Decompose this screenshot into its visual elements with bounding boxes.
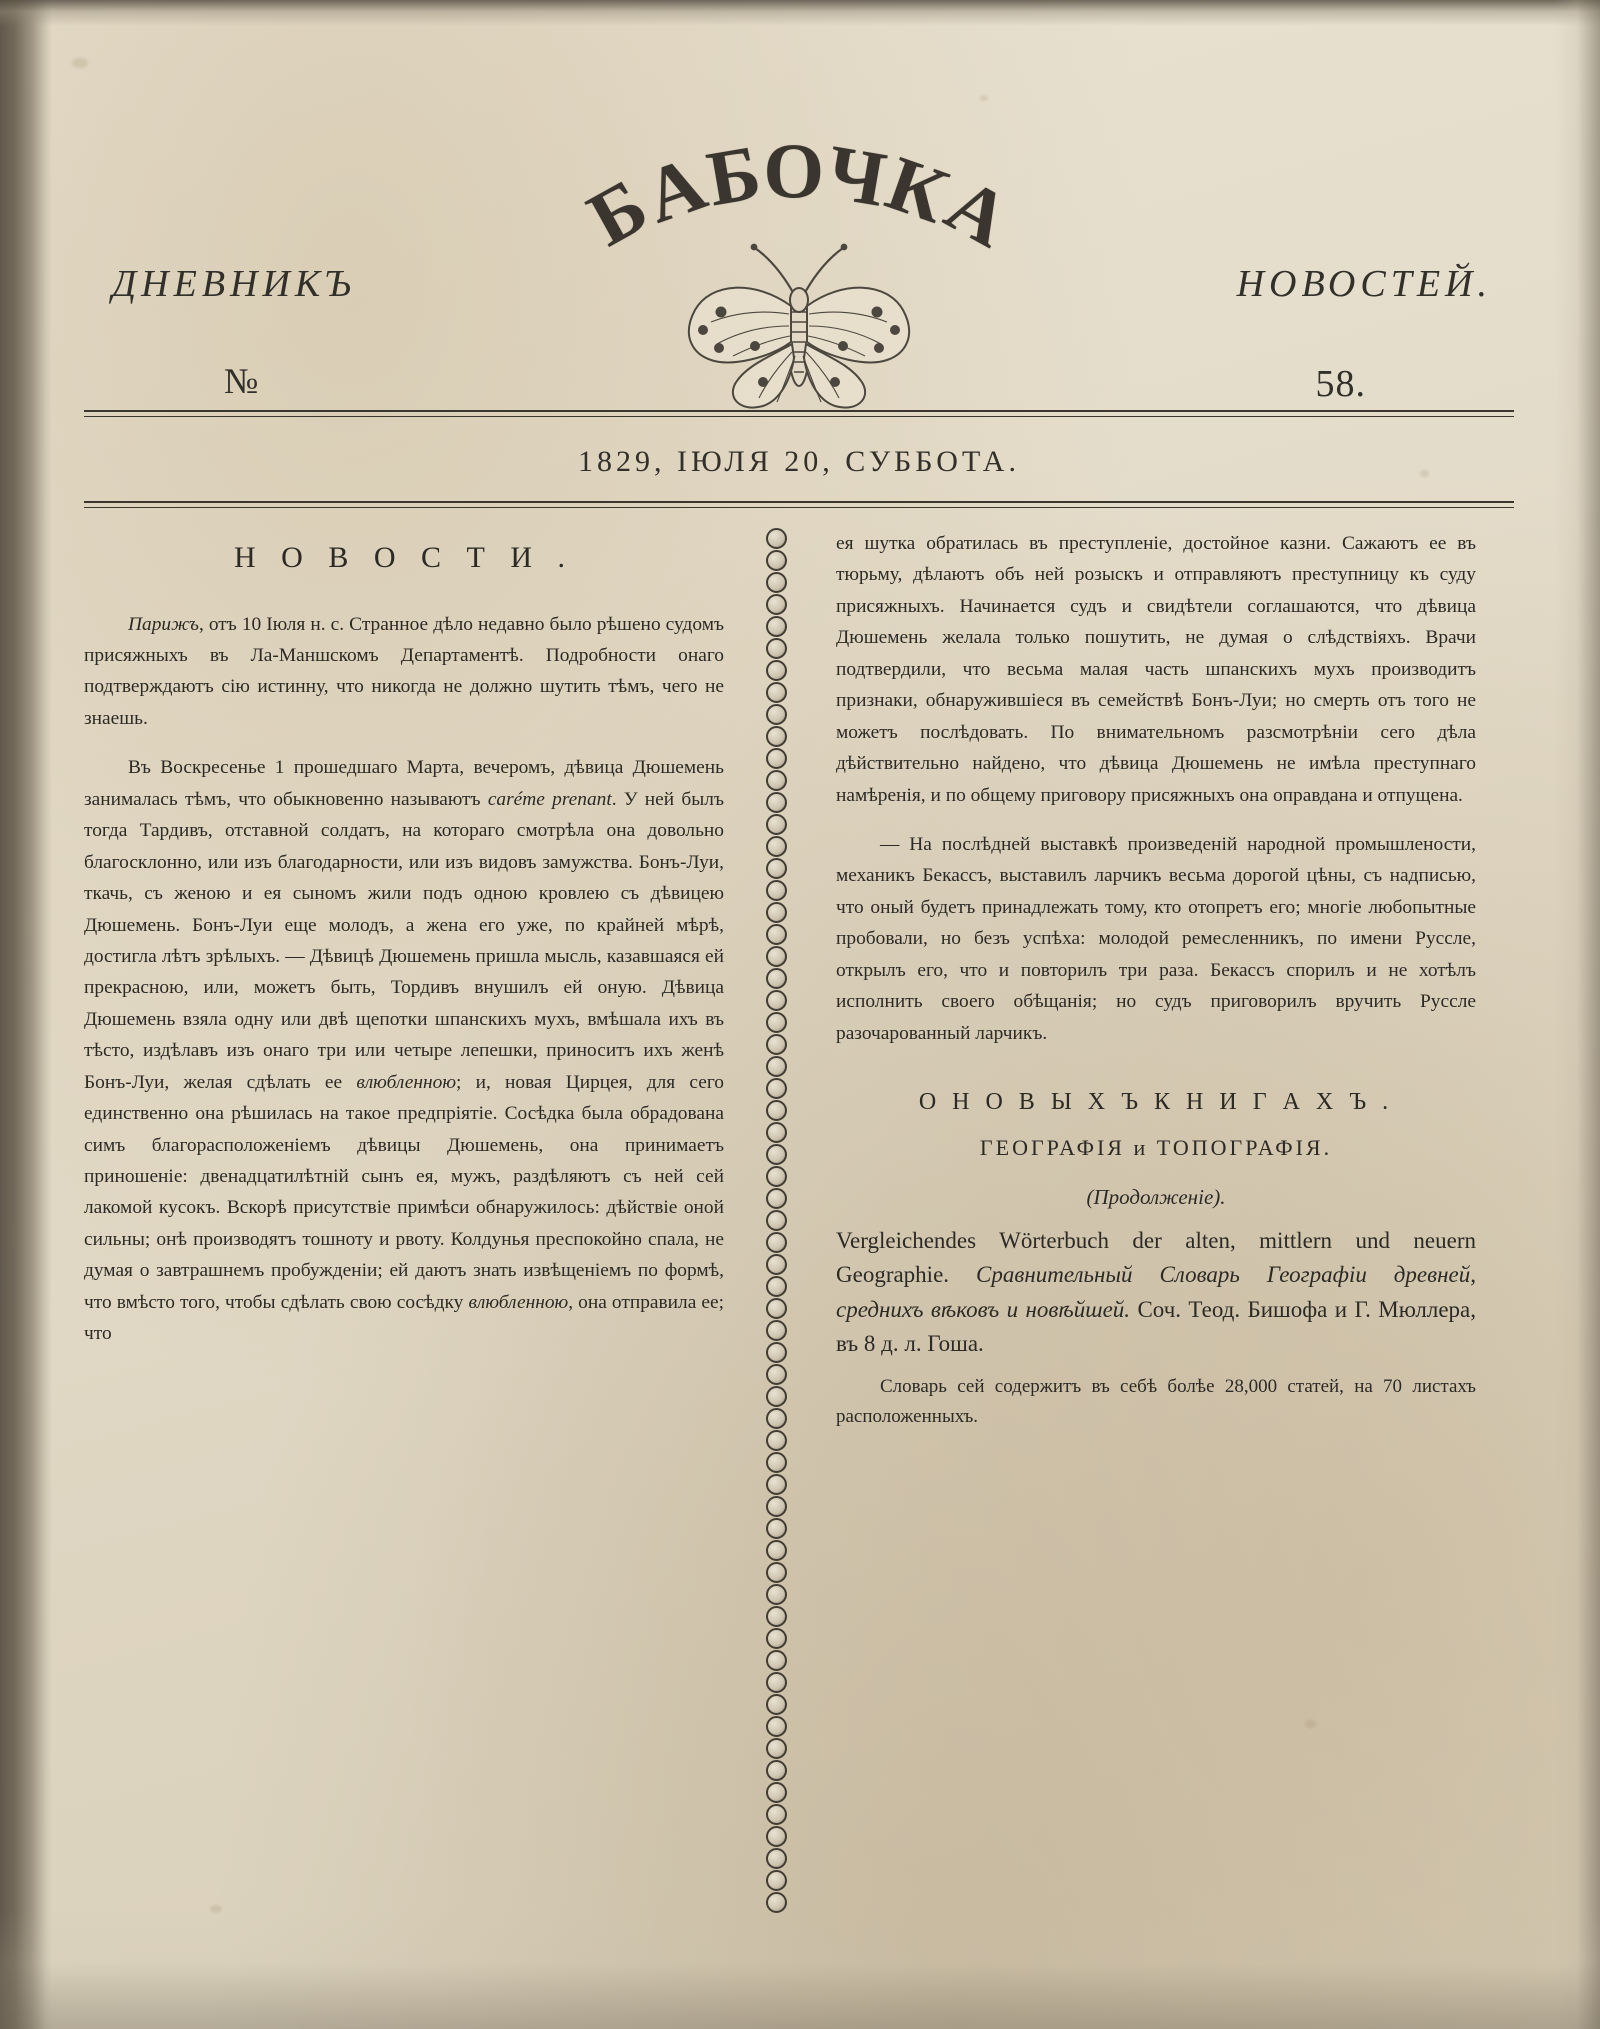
divider-bead xyxy=(766,880,787,901)
divider-bead xyxy=(766,572,787,593)
columns-area xyxy=(84,528,1514,1908)
divider-bead xyxy=(766,1694,787,1715)
divider-bead xyxy=(766,1672,787,1693)
divider-bead xyxy=(766,1012,787,1033)
divider-bead xyxy=(766,1760,787,1781)
masthead xyxy=(84,30,1514,410)
news-paragraph: ея шутка обратилась въ преступленіе, достойное казни. Сажаютъ ее въ тюрьму, дѣлаютъ объ ней розыскъ и отправляютъ преступницу къ суду присяжныхъ. Начинается судъ и свидѣтели соглашаются, что дѣвица Дюшемень желала только пошутить, не думая о слѣдствіяхъ. Врачи подтвердили, что весьма малая часть шпанскихъ мухъ производитъ признаки, обнаружившіеся въ семействѣ Бонъ-Луи; но смерть отъ того не можетъ послѣдовать. По внимательномъ разсмотрѣніи сего дѣла дѣйствительно найдено, что дѣвица Дюшемень не имѣла преступнаго намѣренія, и по общему приговору присяжныхъ она оправдана и отпущена. xyxy=(836,533,1476,806)
title-letter: Б xyxy=(700,127,767,223)
divider-bead xyxy=(766,1254,787,1275)
page-gutter-shadow xyxy=(0,0,52,2029)
news-paragraph: — На послѣдней выставкѣ произведеній народной промышлености, механикъ Бекассъ, выставилъ ларчикъ весьма дорогой цѣны, съ надписью, что оный будетъ принадлежать тому, кто отопретъ его; многіе любопытные пробовали, но безъ успѣха: молодой ремесленникъ, по имени Руссле, открылъ его, что и повторилъ три раза. Бекассъ спорилъ и не хотѣлъ исполнить своего обѣщанія; но судъ приговорилъ вручить Руссле разочарованный ларчикъ. xyxy=(836,833,1476,1044)
divider-bead xyxy=(766,1430,787,1451)
divider-bead xyxy=(766,1166,787,1187)
divider-bead xyxy=(766,1848,787,1869)
divider-bead xyxy=(766,946,787,967)
masthead-left-word: ДНЕВНИКЪ xyxy=(112,263,356,305)
divider-bead xyxy=(766,1738,787,1759)
divider-bead xyxy=(766,528,787,549)
divider-bead xyxy=(766,682,787,703)
divider-bead xyxy=(766,1386,787,1407)
divider-bead xyxy=(766,748,787,769)
divider-bead xyxy=(766,1892,787,1913)
divider-bead xyxy=(766,1540,787,1561)
divider-bead xyxy=(766,726,787,747)
divider-bead xyxy=(766,1826,787,1847)
issue-number-value: 58. xyxy=(1315,363,1366,405)
divider-bead xyxy=(766,1034,787,1055)
title-letter: Б xyxy=(573,161,662,263)
left-column xyxy=(84,528,754,1908)
divider-bead xyxy=(766,792,787,813)
book-note: Словарь сей содержитъ въ себѣ болѣе 28,000 статей, на 70 листахъ расположенныхъ. xyxy=(836,1375,1476,1427)
divider-bead xyxy=(766,550,787,571)
divider-bead xyxy=(766,1474,787,1495)
masthead-divider-top xyxy=(84,410,1514,419)
divider-bead xyxy=(766,1496,787,1517)
page-right-edge-shadow xyxy=(1554,0,1600,2029)
divider-bead xyxy=(766,594,787,615)
divider-bead xyxy=(766,1100,787,1121)
divider-bead xyxy=(766,638,787,659)
page-content xyxy=(84,30,1514,1990)
page-top-edge-shadow xyxy=(0,0,1600,26)
divider-bead xyxy=(766,1144,787,1165)
news-paragraph: Парижъ, отъ 10 Іюля н. с. Странное дѣло недавно было рѣшено судомъ присяжныхъ въ Ла-Маншскомъ Департаментѣ. Подробности онаго подтверждаютъ сію истинну, что никогда не должно шутить тѣмъ, чего не знаешь. xyxy=(84,613,724,729)
divider-bead xyxy=(766,924,787,945)
divider-bead xyxy=(766,1452,787,1473)
divider-bead xyxy=(766,1276,787,1297)
divider-bead xyxy=(766,1628,787,1649)
divider-bead xyxy=(766,660,787,681)
divider-bead xyxy=(766,704,787,725)
divider-bead xyxy=(766,1782,787,1803)
divider-bead xyxy=(766,1518,787,1539)
divider-bead xyxy=(766,1870,787,1891)
books-subsection-heading: ГЕОГРАФІЯ и ТОПОГРАФІЯ. xyxy=(979,1134,1333,1160)
divider-bead xyxy=(766,1584,787,1605)
news-section-heading: Н О В О С Т И . xyxy=(233,541,574,574)
divider-bead xyxy=(766,836,787,857)
divider-bead xyxy=(766,1650,787,1671)
divider-bead xyxy=(766,1210,787,1231)
divider-bead xyxy=(766,814,787,835)
column-bead-divider xyxy=(762,528,788,1908)
divider-bead xyxy=(766,616,787,637)
butterfly-icon xyxy=(659,226,939,426)
title-letter: К xyxy=(876,138,959,240)
divider-bead xyxy=(766,1078,787,1099)
divider-bead xyxy=(766,902,787,923)
divider-bead xyxy=(766,1408,787,1429)
divider-bead xyxy=(766,1562,787,1583)
divider-bead xyxy=(766,1364,787,1385)
divider-bead xyxy=(766,1188,787,1209)
divider-bead xyxy=(766,1122,787,1143)
divider-bead xyxy=(766,770,787,791)
title-letter: О xyxy=(763,127,824,214)
title-letter: А xyxy=(634,138,717,240)
title-letter: А xyxy=(932,160,1024,264)
masthead-divider-bottom xyxy=(84,501,1514,510)
right-column xyxy=(796,528,1476,1908)
divider-bead xyxy=(766,1298,787,1319)
divider-bead xyxy=(766,1320,787,1341)
divider-bead xyxy=(766,1232,787,1253)
news-paragraph: Въ Воскресенье 1 прошедшаго Марта, вечеромъ, дѣвица Дюшемень занималась тѣмъ, что обыкновенно называютъ caréme prenant. У ней былъ тогда Тардивъ, отставной солдатъ, на котораго смотрѣла она довольно благосклонно, или изъ благодарности, или изъ видовъ замужства. Бонъ-Луи, ткачь, съ женою и ея сыномъ жили подъ одною кровлею съ дѣвицею Дюшемень. Бонъ-Луи еще молодъ, а жена его уже, по крайней мѣрѣ, достигла лѣтъ зрѣлыхъ. — Дѣвицѣ Дюшемень пришла мысль, казавшаяся ей прекрасною, или, можетъ быть, Тордивъ внушилъ ей оную. Дѣвица Дюшемень взяла одну или двѣ щепотки шпанскихъ мухъ, вмѣшала ихъ въ тѣсто, издѣлавъ изъ онаго три или четыре лепешки, приноситъ ихъ женѣ Бонъ-Луи, желая сдѣлать ее влюбленною; и, новая Цирцея, для сего единственно она рѣшилась на такое предпріятіе. Сосѣдка была обрадована симъ благорасположеніемъ дѣвицы Дюшемень, она принимаетъ приношеніе: двенадцатилѣтній сынъ ея, мужъ, раздѣляютъ съ ней сей лакомой кусокъ. Вскорѣ присутствіе примѣси обнаружилось: дѣйствіе оной сильны; онѣ производятъ тошноту и рвоту. Колдунья преспокойно спала, не думая о завтрашнемъ пробужденіи; ей даютъ знать извѣщеніемъ по формѣ, что вмѣсто того, чтобы сдѣлать свою сосѣдку влюбленною, она отправила ее; что xyxy=(84,757,725,1345)
divider-bead xyxy=(766,858,787,879)
title-letter: Ч xyxy=(821,127,893,223)
continuation-note: (Продолженіе). xyxy=(1086,1184,1226,1209)
masthead-right-word: НОВОСТЕЙ. xyxy=(1236,263,1492,305)
divider-bead xyxy=(766,1342,787,1363)
divider-bead xyxy=(766,1606,787,1627)
divider-bead xyxy=(766,1804,787,1825)
book-entry: Vergleichendes Wörterbuch der alten, mittlern und neuern Geographie. Сравнительный Словарь Географіи древней, среднихъ вѣковъ и новѣйшей. Соч. Теод. Бишофа и Г. Мюллера, въ 8 д. л. Гоша. xyxy=(836,1227,1476,1357)
divider-bead xyxy=(766,1056,787,1077)
books-section-heading: О Н О В Ы Х Ъ К Н И Г А Х Ъ . xyxy=(918,1089,1394,1115)
divider-bead xyxy=(766,990,787,1011)
dateline: 1829, ІЮЛЯ 20, СУББОТА. xyxy=(578,445,1020,478)
divider-bead xyxy=(766,1716,787,1737)
issue-number-label: № xyxy=(224,361,259,401)
divider-bead xyxy=(766,968,787,989)
